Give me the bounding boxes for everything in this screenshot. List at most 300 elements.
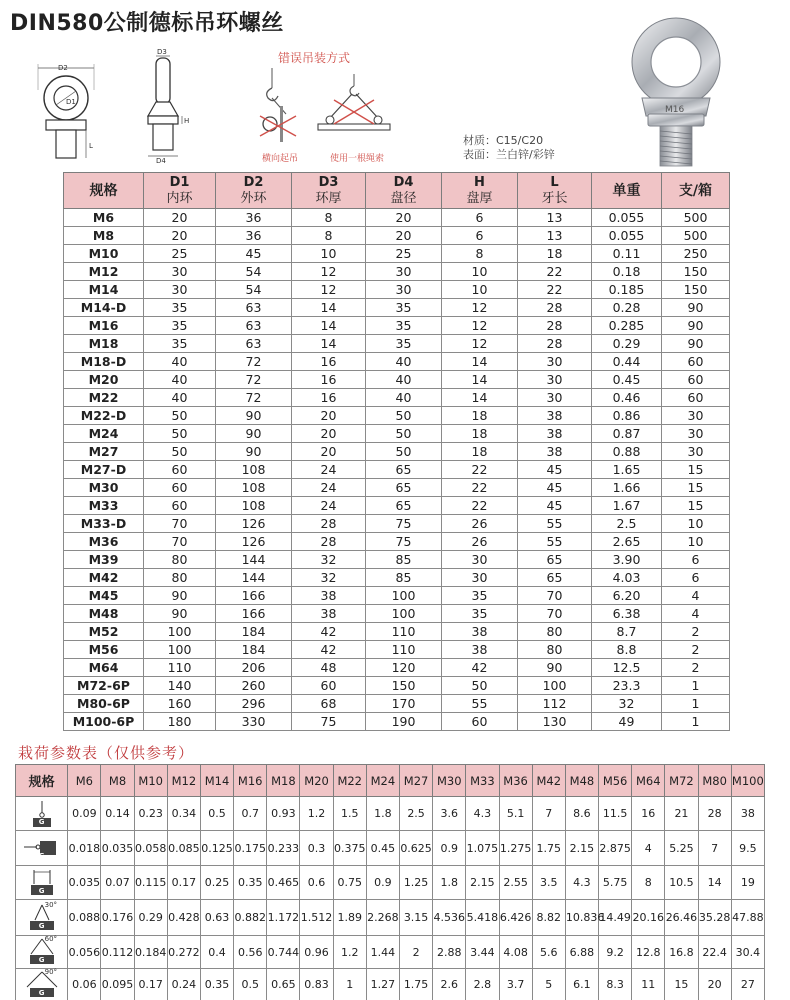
load-header-cell: M10 [134, 765, 167, 797]
table-row [64, 461, 730, 479]
spec-cell: 32 [292, 551, 366, 569]
table-row [64, 533, 730, 551]
spec-cell: 45 [518, 497, 592, 515]
load-cell: 1.25 [399, 866, 432, 900]
sling-90-icon [16, 969, 68, 1000]
spec-cell: 90 [662, 335, 730, 353]
sling-angle: 30° [44, 900, 58, 909]
spec-cell: 60 [662, 371, 730, 389]
load-cell: 0.056 [68, 936, 101, 969]
label-h: H [184, 117, 190, 125]
spec-cell: 55 [442, 695, 518, 713]
spec-cell: 14 [292, 317, 366, 335]
load-cell: 14 [698, 866, 731, 900]
spec-header-cell [216, 173, 292, 209]
spec-table [63, 172, 730, 731]
load-cell: 16 [632, 797, 665, 831]
spec-cell: 22 [442, 461, 518, 479]
spec-cell: 40 [144, 353, 216, 371]
spec-cell: 60 [662, 353, 730, 371]
spec-cell: 20 [292, 425, 366, 443]
spec-cell: 90 [216, 443, 292, 461]
spec-name: M42 [64, 569, 144, 587]
spec-cell: 30 [442, 569, 518, 587]
load-cell: 16.8 [665, 936, 698, 969]
spec-cell: 28 [292, 515, 366, 533]
spec-cell: 0.055 [592, 227, 662, 245]
load-cell: 20 [698, 969, 731, 1000]
spec-header-sub: 外环 [240, 190, 267, 206]
spec-cell: 38 [518, 443, 592, 461]
eye-bolt-product-image [610, 10, 740, 170]
load-cell: 4.3 [565, 866, 598, 900]
load-cell: 28 [698, 797, 731, 831]
spec-cell: 90 [144, 587, 216, 605]
spec-cell: 60 [442, 713, 518, 731]
spec-name: M56 [64, 641, 144, 659]
spec-cell: 12 [292, 263, 366, 281]
spec-cell: 10 [662, 533, 730, 551]
spec-cell: 500 [662, 209, 730, 227]
load-cell: 10.5 [665, 866, 698, 900]
spec-header-cell [292, 173, 366, 209]
spec-cell: 72 [216, 389, 292, 407]
spec-cell: 6 [662, 551, 730, 569]
load-table-header [16, 765, 765, 797]
load-cell: 1.75 [532, 831, 565, 866]
spec-cell: 35 [366, 299, 442, 317]
load-header-cell: M64 [632, 765, 665, 797]
spec-cell: 296 [216, 695, 292, 713]
load-cell: 0.56 [234, 936, 267, 969]
spec-cell: 14 [442, 389, 518, 407]
load-cell: 0.6 [300, 866, 333, 900]
spec-cell: 6 [662, 569, 730, 587]
load-cell: 0.176 [101, 900, 134, 936]
spec-cell: 60 [144, 479, 216, 497]
load-cell: 19 [731, 866, 764, 900]
spec-cell: 20 [366, 227, 442, 245]
sling-angle: 90° [44, 967, 58, 976]
load-cell: 20.16 [632, 900, 665, 936]
spec-cell: 180 [144, 713, 216, 731]
spec-cell: 32 [292, 569, 366, 587]
load-header-cell: M18 [267, 765, 300, 797]
spec-cell: 42 [292, 623, 366, 641]
spec-cell: 14 [442, 371, 518, 389]
spec-cell: 40 [366, 371, 442, 389]
spec-name: M72-6P [64, 677, 144, 695]
spec-cell: 144 [216, 569, 292, 587]
spec-cell: 26 [442, 515, 518, 533]
spec-cell: 30 [662, 407, 730, 425]
spec-header-cell [592, 173, 662, 209]
table-row [64, 443, 730, 461]
spec-cell: 150 [366, 677, 442, 695]
load-cell: 2.8 [466, 969, 499, 1000]
spec-cell: 100 [144, 641, 216, 659]
spec-cell: 24 [292, 479, 366, 497]
load-header-cell: M100 [731, 765, 764, 797]
spec-header-cell [662, 173, 730, 209]
load-cell: 0.24 [167, 969, 200, 1000]
spec-cell: 20 [292, 407, 366, 425]
spec-header-cell [366, 173, 442, 209]
load-cell: 1.75 [399, 969, 432, 1000]
load-cell: 0.14 [101, 797, 134, 831]
spec-cell: 80 [144, 569, 216, 587]
spec-cell: 49 [592, 713, 662, 731]
spec-header-main: 支/箱 [678, 182, 713, 199]
sling-angle: 60° [44, 935, 58, 943]
spec-cell: 150 [662, 263, 730, 281]
spec-cell: 63 [216, 317, 292, 335]
table-row [64, 497, 730, 515]
load-cell: 0.088 [68, 900, 101, 936]
load-cell: 4.3 [466, 797, 499, 831]
spec-cell: 1 [662, 713, 730, 731]
spec-cell: 50 [442, 677, 518, 695]
spec-header-main: 规格 [89, 182, 118, 199]
load-cell: 0.63 [200, 900, 233, 936]
spec-name: M6 [64, 209, 144, 227]
spec-cell: 0.28 [592, 299, 662, 317]
load-cell: 0.9 [366, 866, 399, 900]
spec-header-main: H [474, 174, 485, 190]
load-cell: 0.5 [234, 969, 267, 1000]
load-cell: 1 [333, 969, 366, 1000]
load-label: G [38, 852, 45, 860]
spec-cell: 65 [366, 497, 442, 515]
spec-cell: 30 [518, 389, 592, 407]
spec-cell: 45 [216, 245, 292, 263]
spec-cell: 38 [292, 605, 366, 623]
table-row [64, 569, 730, 587]
spec-header-row [64, 173, 730, 209]
load-cell: 8 [632, 866, 665, 900]
spec-cell: 45 [518, 461, 592, 479]
spec-cell: 8 [292, 227, 366, 245]
table-row [16, 866, 765, 900]
load-header-cell: M36 [499, 765, 532, 797]
load-cell: 1.172 [267, 900, 300, 936]
load-cell: 0.058 [134, 831, 167, 866]
sling-60-icon [16, 936, 68, 969]
spec-cell: 80 [144, 551, 216, 569]
load-header-cell: M27 [399, 765, 432, 797]
spec-cell: 0.18 [592, 263, 662, 281]
spec-cell: 30 [662, 425, 730, 443]
spec-name: M22-D [64, 407, 144, 425]
spec-cell: 65 [518, 569, 592, 587]
spec-cell: 12 [292, 281, 366, 299]
spec-cell: 20 [292, 443, 366, 461]
material-line: 材质：C15/C20 [463, 134, 544, 147]
spec-name: M36 [64, 533, 144, 551]
spec-cell: 4.03 [592, 569, 662, 587]
spec-cell: 42 [292, 641, 366, 659]
spec-cell: 0.46 [592, 389, 662, 407]
load-cell: 35.28 [698, 900, 731, 936]
load-cell: 0.93 [267, 797, 300, 831]
load-cell: 11 [632, 969, 665, 1000]
load-cell: 1.512 [300, 900, 333, 936]
spec-cell: 30 [144, 263, 216, 281]
spec-cell: 1 [662, 677, 730, 695]
spec-cell: 40 [144, 389, 216, 407]
spec-cell: 60 [144, 461, 216, 479]
spec-cell: 22 [442, 497, 518, 515]
spec-name: M8 [64, 227, 144, 245]
load-cell: 38 [731, 797, 764, 831]
table-row [64, 695, 730, 713]
spec-cell: 55 [518, 515, 592, 533]
table-row [64, 281, 730, 299]
label-d1: D1 [66, 98, 76, 106]
spec-cell: 35 [144, 299, 216, 317]
spec-cell: 26 [442, 533, 518, 551]
spec-cell: 50 [366, 443, 442, 461]
spec-cell: 16 [292, 353, 366, 371]
spec-cell: 10 [292, 245, 366, 263]
spec-cell: 0.11 [592, 245, 662, 263]
spec-cell: 68 [292, 695, 366, 713]
table-row [64, 713, 730, 731]
spec-cell: 0.87 [592, 425, 662, 443]
spec-header-main: 单重 [612, 182, 641, 199]
load-cell: 21 [665, 797, 698, 831]
spec-cell: 330 [216, 713, 292, 731]
spec-name: M27 [64, 443, 144, 461]
load-cell: 0.465 [267, 866, 300, 900]
spec-cell: 38 [292, 587, 366, 605]
load-cell: 0.3 [300, 831, 333, 866]
load-cell: 12.8 [632, 936, 665, 969]
load-table [15, 764, 765, 1000]
load-header-cell: M12 [167, 765, 200, 797]
spec-cell: 0.45 [592, 371, 662, 389]
spec-cell: 0.88 [592, 443, 662, 461]
spec-cell: 18 [442, 407, 518, 425]
spec-cell: 90 [662, 317, 730, 335]
spec-cell: 184 [216, 641, 292, 659]
load-header-cell: M16 [234, 765, 267, 797]
spec-cell: 13 [518, 227, 592, 245]
load-cell: 5.25 [665, 831, 698, 866]
load-header-cell: M20 [300, 765, 333, 797]
spec-header-cell [518, 173, 592, 209]
load-cell: 11.5 [599, 797, 632, 831]
table-row [64, 245, 730, 263]
vertical-lift-icon [16, 797, 68, 831]
spec-cell: 25 [366, 245, 442, 263]
load-cell: 9.2 [599, 936, 632, 969]
spec-name: M24 [64, 425, 144, 443]
spec-cell: 55 [518, 533, 592, 551]
load-cell: 2.5 [399, 797, 432, 831]
load-cell: 7 [698, 831, 731, 866]
spec-cell: 260 [216, 677, 292, 695]
load-cell: 0.035 [68, 866, 101, 900]
load-header-cell: M80 [698, 765, 731, 797]
load-cell: 0.4 [200, 936, 233, 969]
load-cell: 0.25 [200, 866, 233, 900]
load-cell: 10.836 [565, 900, 598, 936]
load-cell: 1.8 [433, 866, 466, 900]
load-cell: 0.112 [101, 936, 134, 969]
load-cell: 47.88 [731, 900, 764, 936]
load-cell: 1.5 [333, 797, 366, 831]
spec-cell: 70 [144, 515, 216, 533]
spec-header-main: L [550, 174, 559, 190]
spec-cell: 1.67 [592, 497, 662, 515]
spec-cell: 90 [216, 425, 292, 443]
spec-cell: 15 [662, 461, 730, 479]
spec-cell: 20 [366, 209, 442, 227]
spec-cell: 30 [518, 353, 592, 371]
spec-cell: 50 [144, 407, 216, 425]
spec-cell: 110 [366, 641, 442, 659]
table-row [64, 659, 730, 677]
table-row [64, 623, 730, 641]
load-cell: 0.17 [134, 969, 167, 1000]
load-cell: 6.426 [499, 900, 532, 936]
spec-cell: 35 [366, 335, 442, 353]
load-header-row [16, 765, 765, 797]
spec-cell: 12 [442, 317, 518, 335]
spec-cell: 28 [518, 317, 592, 335]
spec-header-sub: 内环 [166, 190, 193, 206]
spec-cell: 4 [662, 587, 730, 605]
spec-cell: 140 [144, 677, 216, 695]
load-header-cell: M33 [466, 765, 499, 797]
spec-cell: 20 [144, 209, 216, 227]
spec-cell: 30 [442, 551, 518, 569]
load-cell: 2.6 [433, 969, 466, 1000]
spec-cell: 40 [144, 371, 216, 389]
spec-cell: 90 [662, 299, 730, 317]
spec-cell: 54 [216, 281, 292, 299]
load-cell: 6.88 [565, 936, 598, 969]
spec-cell: 250 [662, 245, 730, 263]
load-cell: 0.17 [167, 866, 200, 900]
spec-cell: 20 [144, 227, 216, 245]
wrong-lifting-single-rope-drawing [312, 72, 396, 142]
table-row [64, 317, 730, 335]
spec-cell: 63 [216, 299, 292, 317]
spec-name: M39 [64, 551, 144, 569]
spec-name: M27-D [64, 461, 144, 479]
load-cell: 2.55 [499, 866, 532, 900]
page-title: DIN580公制德标吊环螺丝 [10, 11, 284, 36]
spec-cell: 38 [518, 407, 592, 425]
spec-header-main: D1 [169, 174, 190, 190]
spec-cell: 1 [662, 695, 730, 713]
load-cell: 5.1 [499, 797, 532, 831]
load-header-cell: 规格 [16, 765, 68, 797]
load-cell: 1.275 [499, 831, 532, 866]
load-cell: 3.6 [433, 797, 466, 831]
load-cell: 5 [532, 969, 565, 1000]
spec-cell: 38 [442, 641, 518, 659]
spec-cell: 65 [518, 551, 592, 569]
spec-cell: 30 [518, 371, 592, 389]
spec-name: M45 [64, 587, 144, 605]
spec-cell: 166 [216, 605, 292, 623]
side-lift-icon [16, 831, 68, 866]
spec-name: M18-D [64, 353, 144, 371]
spec-cell: 50 [366, 425, 442, 443]
spec-cell: 6.20 [592, 587, 662, 605]
load-cell: 0.184 [134, 936, 167, 969]
load-header-cell: M8 [101, 765, 134, 797]
table-row [64, 479, 730, 497]
spec-cell: 65 [366, 479, 442, 497]
spec-cell: 50 [366, 407, 442, 425]
spec-name: M80-6P [64, 695, 144, 713]
spec-cell: 36 [216, 209, 292, 227]
table-row [64, 209, 730, 227]
load-cell: 0.744 [267, 936, 300, 969]
load-cell: 3.15 [399, 900, 432, 936]
spec-cell: 85 [366, 569, 442, 587]
table-row [64, 353, 730, 371]
spec-cell: 60 [144, 497, 216, 515]
spec-cell: 65 [366, 461, 442, 479]
spec-cell: 206 [216, 659, 292, 677]
load-label: G [38, 988, 45, 997]
load-table-body [16, 797, 765, 1000]
spec-cell: 42 [442, 659, 518, 677]
load-header-cell: M22 [333, 765, 366, 797]
table-row [64, 263, 730, 281]
spec-cell: 150 [662, 281, 730, 299]
spec-cell: 100 [518, 677, 592, 695]
load-cell: 15 [665, 969, 698, 1000]
spec-cell: 70 [518, 605, 592, 623]
table-row [64, 335, 730, 353]
load-cell: 0.35 [200, 969, 233, 1000]
load-cell: 2.88 [433, 936, 466, 969]
label-d3: D3 [157, 48, 167, 56]
load-cell: 0.125 [200, 831, 233, 866]
load-header-cell: M48 [565, 765, 598, 797]
table-row [64, 299, 730, 317]
spec-header-main: D2 [243, 174, 264, 190]
spec-cell: 160 [144, 695, 216, 713]
spec-cell: 3.90 [592, 551, 662, 569]
eye-bolt-side-drawing [140, 46, 196, 164]
load-cell: 4.536 [433, 900, 466, 936]
table-row [64, 605, 730, 623]
label-d2: D2 [58, 64, 68, 72]
spec-cell: 10 [662, 515, 730, 533]
table-row [16, 969, 765, 1000]
spec-cell: 30 [366, 281, 442, 299]
spec-cell: 100 [366, 587, 442, 605]
spec-cell: 38 [518, 425, 592, 443]
spec-header-sub: 盘厚 [466, 190, 493, 206]
spec-cell: 1.66 [592, 479, 662, 497]
load-header-cell: M24 [366, 765, 399, 797]
spec-cell: 22 [518, 263, 592, 281]
spec-cell: 184 [216, 623, 292, 641]
table-row [16, 831, 765, 866]
spec-header-cell [144, 173, 216, 209]
table-row [64, 425, 730, 443]
spec-cell: 60 [292, 677, 366, 695]
load-cell: 1.89 [333, 900, 366, 936]
